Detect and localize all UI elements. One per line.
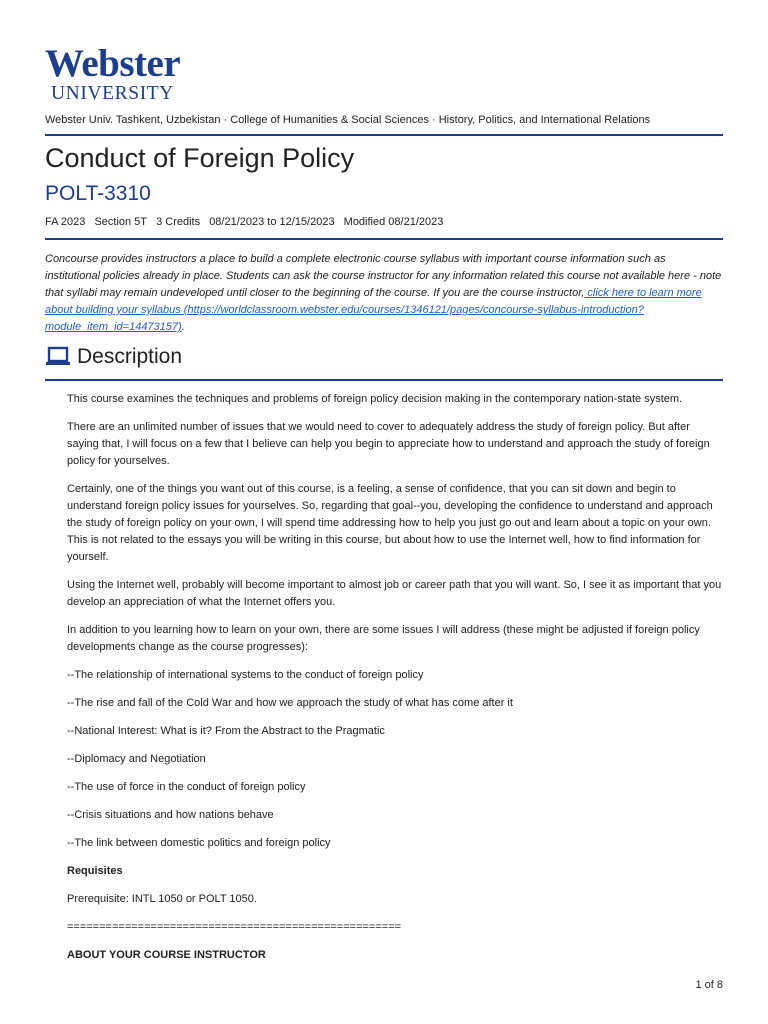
syllabus-help-link[interactable]: click here to learn more about building your syllabus (https://worldclassroom.webster.edu/courses/1346121/pages/concourse-syllabus-introduction?module_item_id=14473157) xyxy=(45,287,702,333)
credits: 3 Credits xyxy=(156,216,201,228)
term: FA 2023 xyxy=(45,216,86,228)
description-paragraph: There are an unlimited number of issues that we would need to cover to adequately address the study of foreign policy. But after saying that, I will focus on a few that I believe can help you begin to appreciate how to understand and approach the study of foreign policy for yourselves. xyxy=(67,421,710,467)
laptop-icon xyxy=(45,346,71,368)
modified-date: Modified 08/21/2023 xyxy=(343,216,444,228)
intro-text-1: Concourse provides instructors a place to build a complete electronic course syllabus with important course information such as institutional policies already in place. xyxy=(45,253,666,282)
instructor-heading: ABOUT YOUR COURSE INSTRUCTOR xyxy=(67,949,266,961)
topic-item: --The use of force in the conduct of foreign policy xyxy=(67,781,306,793)
description-paragraph: This course examines the techniques and problems of foreign policy decision making in the contemporary nation-state system. xyxy=(67,393,683,405)
description-divider xyxy=(45,379,723,381)
description-body xyxy=(67,391,723,975)
topic-item: --The link between domestic politics and foreign policy xyxy=(67,837,331,849)
section: Section 5T xyxy=(94,216,148,228)
intro-notice xyxy=(45,251,723,336)
topic-item: --The relationship of international systems to the conduct of foreign policy xyxy=(67,669,424,681)
description-paragraph: Using the Internet well, probably will become important to almost job or career path that you will want. So, I see it as important that you develop an appreciation of what the Internet offers you. xyxy=(67,579,722,608)
date-range: 08/21/2023 to 12/15/2023 xyxy=(209,216,335,228)
description-paragraph: Certainly, one of the things you want out of this course, is a feeling, a sense of confidence, that you can sit down and begin to understand foreign policy issues for yourselves. So, regarding that goal--you, developing the confidence to understand and approach the study of foreign policy on your own, I will spend time addressing how to help you just go out and learn about a topic on your own. This is not related to the essays you will be writing in this course, but about how to use the Internet well, how to find information for yourself. xyxy=(67,483,713,563)
meta-divider xyxy=(45,238,723,240)
page-title: Conduct of Foreign Policy xyxy=(45,143,355,173)
intro-text-3: - note that syllabi may remain undeveloped until closer to the beginning of the course. If you are the course instructor, xyxy=(45,270,722,299)
description-title: Description xyxy=(77,345,183,368)
separator-line: ==================================================== xyxy=(67,921,402,933)
intro-text-2: Students can ask the course instructor for any information related this course not available here xyxy=(222,270,691,282)
intro-text-end: . xyxy=(181,321,185,333)
header-divider xyxy=(45,134,723,136)
requisites-heading: Requisites xyxy=(67,865,123,877)
course-meta xyxy=(45,216,449,228)
topic-item: --The rise and fall of the Cold War and how we approach the study of what has come after it xyxy=(67,697,513,709)
course-code: POLT-3310 xyxy=(45,182,151,205)
breadcrumb: Webster Univ. Tashkent, Uzbekistan · College of Humanities & Social Sciences · History, Politics, and International Relations xyxy=(45,114,651,126)
topic-item: --National Interest: What is it? From the Abstract to the Pragmatic xyxy=(67,725,385,737)
logo-subtitle: UNIVERSITY xyxy=(51,83,174,104)
topic-item: --Diplomacy and Negotiation xyxy=(67,753,206,765)
webster-logo xyxy=(45,44,180,104)
topic-item: --Crisis situations and how nations behave xyxy=(67,809,274,821)
page-number: 1 of 8 xyxy=(695,979,723,991)
description-heading xyxy=(45,345,182,369)
description-paragraph: In addition to you learning how to learn on your own, there are some issues I will address (these might be adjusted if foreign policy developments change as the course progresses): xyxy=(67,624,700,653)
logo-wordmark: Webster xyxy=(45,42,181,85)
prerequisite-text: Prerequisite: INTL 1050 or POLT 1050. xyxy=(67,893,257,905)
